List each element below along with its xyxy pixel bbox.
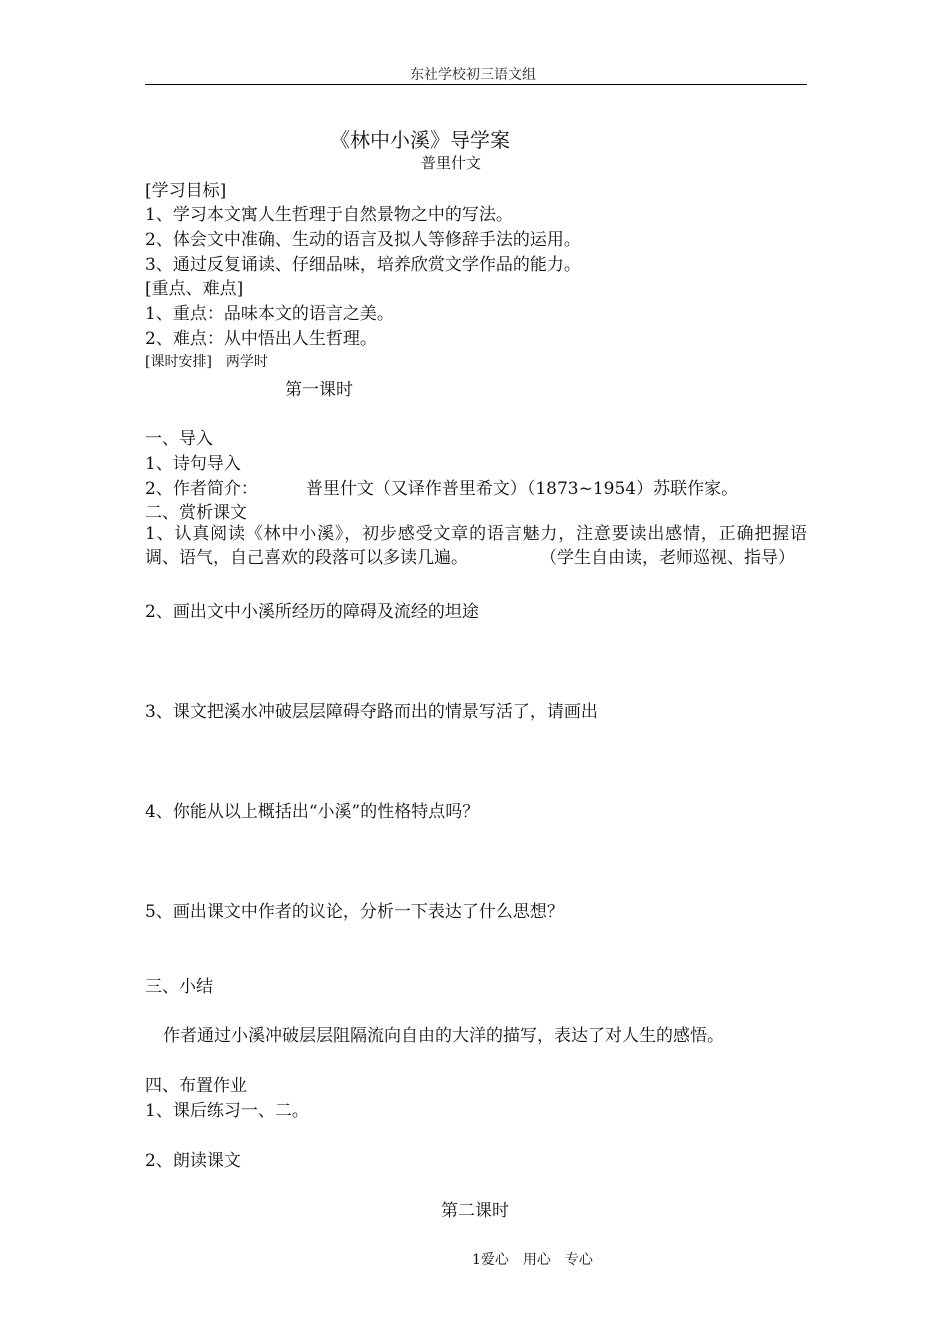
keypoint-item: 2、难点：从中悟出人生哲理。: [145, 329, 377, 349]
schedule-line: [课时安排] 两学时: [145, 354, 268, 370]
header-rule: [145, 84, 807, 85]
author-intro-label: 2、作者简介：: [145, 479, 258, 499]
homework-heading: 四、布置作业: [145, 1076, 247, 1096]
page-header: 东社学校初三语文组: [410, 67, 536, 83]
author-intro-text: 普里什文（又译作普里希文）（1873~1954）苏联作家。: [305, 479, 739, 499]
page-footer: 1爱心 用心 专心: [472, 1252, 593, 1268]
keypoints-heading: [重点、难点]: [145, 279, 244, 299]
goal-item: 3、通过反复诵读、仔细品味，培养欣赏文学作品的能力。: [145, 255, 581, 275]
analysis-heading: 二、赏析课文: [145, 503, 247, 523]
document-author: 普里什文: [421, 154, 482, 172]
analysis-question-3: 3、课文把溪水冲破层层障碍夺路而出的情景写活了，请画出: [145, 702, 598, 722]
analysis-question-2: 2、画出文中小溪所经历的障碍及流经的坦途: [145, 602, 479, 622]
intro-heading: 一、导入: [145, 429, 213, 449]
intro-item: [145, 474, 738, 499]
question-note: （学生自由读，老师巡视、指导）: [540, 548, 795, 568]
homework-item: 1、课后练习一、二。: [145, 1101, 309, 1121]
keypoint-item: 1、重点：品味本文的语言之美。: [145, 304, 394, 324]
analysis-question-1: [145, 522, 807, 570]
analysis-question-4: 4、你能从以上概括出“小溪”的性格特点吗？: [145, 802, 480, 822]
intro-item: 1、诗句导入: [145, 454, 241, 474]
homework-item: 2、朗读课文: [145, 1151, 241, 1171]
question-text: 1、认真阅读《林中小溪》，初步感受文章的语言魅力，注意要读出感情，正确把握语调、语气，自己喜欢的段落可以多读几遍。: [145, 524, 807, 568]
goal-item: 2、体会文中准确、生动的语言及拟人等修辞手法的运用。: [145, 230, 581, 250]
summary-text: 作者通过小溪冲破层层阻隔流向自由的大洋的描写，表达了对人生的感悟。: [163, 1026, 724, 1046]
goal-item: 1、学习本文寓人生哲理于自然景物之中的写法。: [145, 205, 513, 225]
analysis-question-5: 5、画出课文中作者的议论，分析一下表达了什么思想？: [145, 902, 564, 922]
document-title: 《林中小溪》导学案: [330, 128, 510, 152]
goals-heading: [学习目标]: [145, 181, 227, 201]
lesson2-heading: 第二课时: [441, 1201, 509, 1221]
lesson1-heading: 第一课时: [285, 380, 353, 400]
summary-heading: 三、小结: [145, 977, 213, 997]
